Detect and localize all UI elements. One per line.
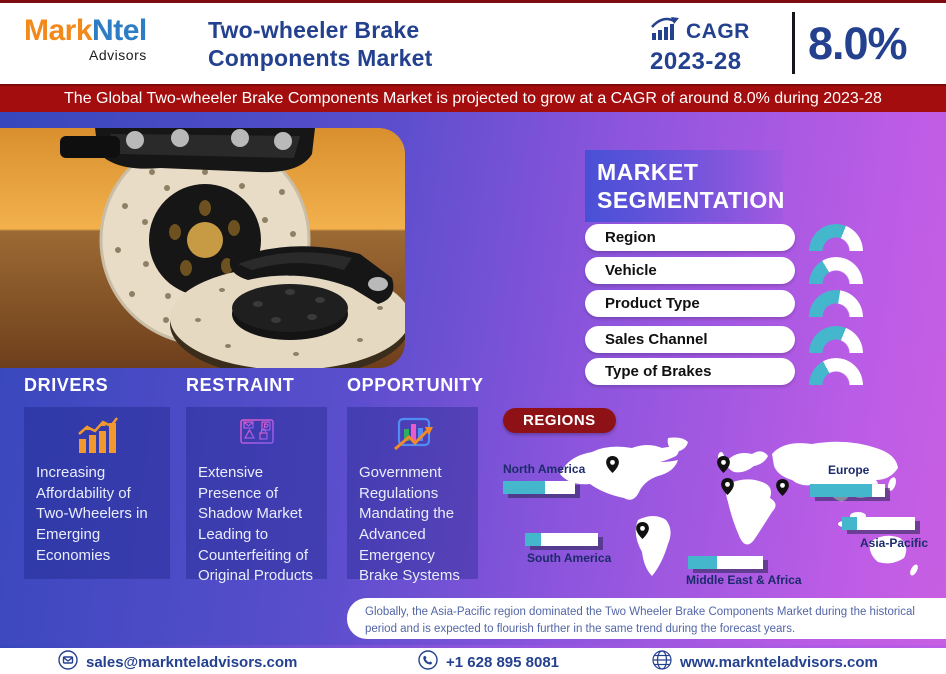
regions-title-badge: REGIONS	[503, 408, 616, 433]
restraint-heading: RESTRAINT	[186, 375, 295, 395]
region-label-middle-east-africa: Middle East & Africa	[686, 573, 802, 587]
restraint-text: Extensive Presence of Shadow Market Leading to Counterfeiting of Original Products	[198, 464, 314, 585]
segment-pill-type-of-brakes: Type of Brakes	[585, 358, 795, 385]
drivers-text: Increasing Affordability of Two-Wheelers in Emerging Economies	[36, 464, 148, 564]
segment-pill-product-type: Product Type	[585, 290, 795, 317]
globe-icon	[652, 650, 672, 674]
region-label-europe: Europe	[828, 463, 870, 477]
counterfeit-monitor-icon	[198, 417, 315, 455]
segment-pill-region: Region	[585, 224, 795, 251]
map-pin-icon	[776, 479, 789, 496]
bar-chart-growth-icon	[36, 417, 158, 455]
gauge-icon	[809, 257, 863, 284]
segment-pill-sales-channel: Sales Channel	[585, 326, 795, 353]
region-label-south-america: South America	[527, 551, 612, 565]
cagr-period: 2023-28	[650, 48, 742, 75]
footer-email-text: sales@marknteladvisors.com	[86, 653, 298, 671]
opportunity-box	[347, 407, 478, 585]
segment-row-sales-channel	[585, 326, 863, 353]
gauge-icon	[809, 326, 863, 353]
brake-components-image	[0, 128, 405, 368]
region-bar-europe	[810, 484, 885, 497]
restraint-box	[186, 407, 327, 585]
logo-part-mark: Mark	[24, 14, 93, 47]
phone-icon	[418, 650, 438, 674]
envelope-icon	[58, 650, 78, 674]
logo-part-ntel: Ntel	[92, 14, 147, 47]
gauge-icon	[809, 224, 863, 251]
segment-row-vehicle	[585, 257, 863, 284]
cagr-block	[650, 16, 750, 76]
drivers-heading: DRIVERS	[24, 375, 109, 395]
regional-insight-note: Globally, the Asia-Pacific region dominated the Two Wheeler Brake Components Market during the historical period and is expected to flourish further in the same trend during the forecast years.	[347, 598, 946, 639]
segmentation-title-line2: SEGMENTATION	[597, 187, 785, 213]
world-map	[540, 436, 940, 596]
drivers-box	[24, 407, 170, 579]
segmentation-title	[585, 150, 783, 222]
logo-wordmark	[24, 16, 147, 46]
segment-row-type-of-brakes	[585, 358, 863, 385]
gauge-icon	[809, 290, 863, 317]
region-bar-north-america	[503, 481, 575, 494]
segment-row-product-type	[585, 290, 863, 317]
cagr-value: 8.0%	[808, 18, 907, 69]
footer-website[interactable]	[652, 650, 878, 674]
page-title	[208, 16, 432, 72]
segmentation-title-line1: MARKET	[597, 159, 699, 185]
regulation-chart-icon	[359, 417, 466, 455]
footer-website-text: www.marknteladvisors.com	[680, 653, 878, 671]
opportunity-heading: OPPORTUNITY	[347, 375, 484, 395]
opportunity-text: Government Regulations Mandating the Advanced Emergency Brake Systems	[359, 464, 460, 585]
region-bar-south-america	[525, 533, 598, 546]
region-label-asia-pacific: Asia-Pacific	[860, 536, 929, 550]
region-bar-asia-pacific	[842, 517, 915, 530]
main-area	[0, 112, 946, 645]
segment-row-region	[585, 224, 863, 251]
footer-phone[interactable]	[418, 650, 559, 674]
header	[0, 0, 946, 84]
map-pin-icon	[717, 456, 730, 473]
segment-pill-vehicle: Vehicle	[585, 257, 795, 284]
markntel-logo	[24, 16, 147, 62]
page-title-line2: Components Market	[208, 45, 433, 71]
footer-email[interactable]	[58, 650, 297, 674]
header-divider	[792, 12, 795, 74]
headline-banner: The Global Two-wheeler Brake Components Market is projected to grow at a CAGR of around 8.0% during 2023-28	[0, 84, 946, 112]
logo-subtitle: Advisors	[89, 47, 147, 63]
region-label-north-america: North America	[503, 462, 586, 476]
gauge-icon	[809, 358, 863, 385]
page-title-line1: Two-wheeler Brake	[208, 17, 420, 43]
cagr-growth-icon	[650, 16, 680, 47]
region-bar-middle-east-africa	[688, 556, 763, 569]
cagr-label: CAGR	[686, 19, 750, 43]
footer-phone-text: +1 628 895 8081	[446, 653, 560, 671]
regions-section	[490, 400, 946, 600]
map-pin-icon	[606, 456, 619, 473]
map-pin-icon	[636, 522, 649, 539]
map-pin-icon	[721, 478, 734, 495]
